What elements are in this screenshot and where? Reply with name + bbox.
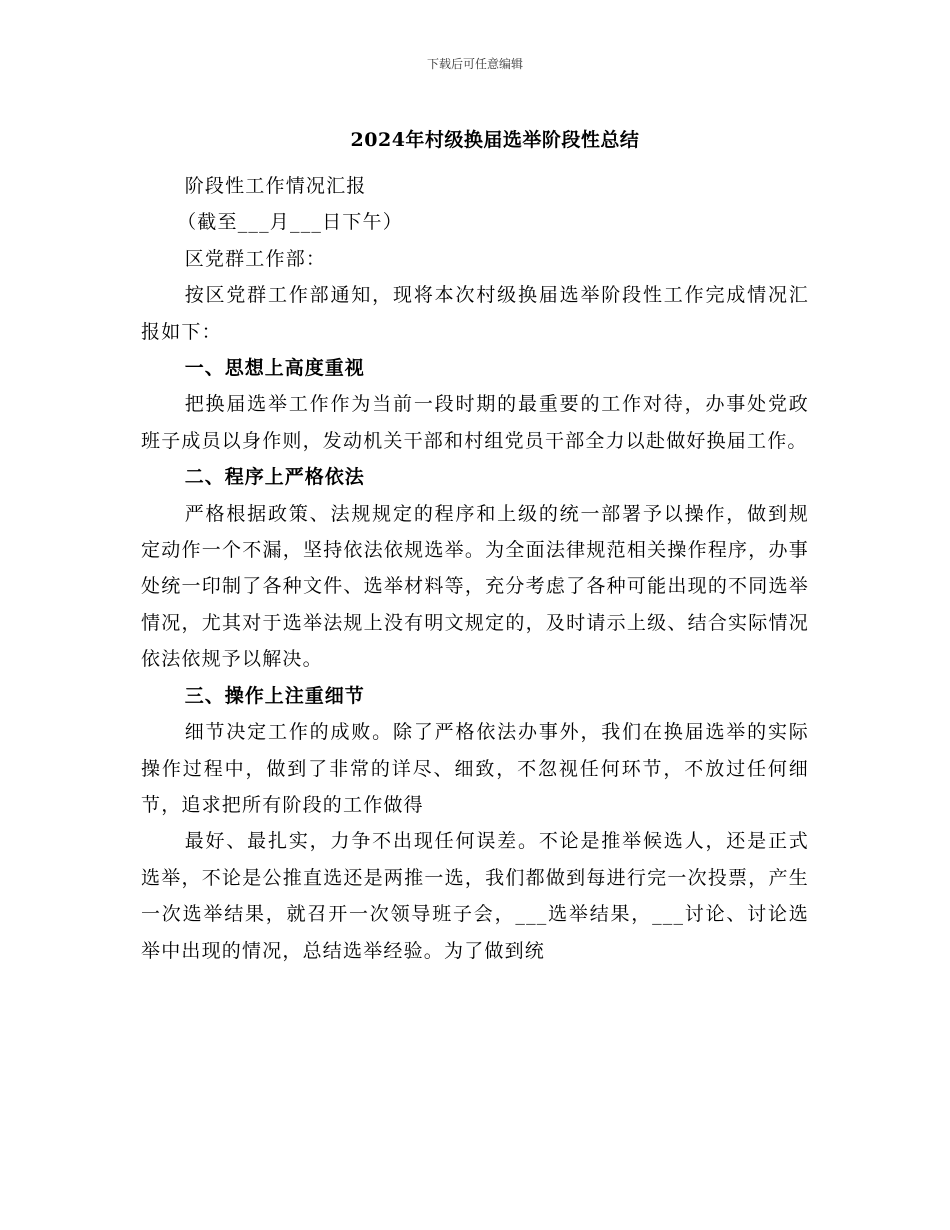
section-heading-2: 二、程序上严格依法 [184,466,365,489]
section-heading-3: 三、操作上注重细节 [184,684,365,707]
addressee-line: 区党群工作部： [184,247,327,270]
header-note: 下载后可任意编辑 [426,57,523,71]
section-3-paragraph-2: 最好、最扎实，力争不出现任何误差。不论是推举候选人，还是正式选举，不论是公推直选还是两推一选，我们都做到每进行完一次投票，产生一次选举结果，就召开一次领导班子会，___选举结果，___讨论、讨论选举中出现的情况，总结选举经验。为了做到统 [141,830,809,962]
date-note-line: （截至___月___日下午） [177,211,403,234]
intro-paragraph: 按区党群工作部通知，现将本次村级换届选举阶段性工作完成情况汇报如下： [141,284,809,343]
section-2-paragraph-1: 严格根据政策、法规规定的程序和上级的统一部署予以操作，做到规定动作一个不漏，坚持依法依规选举。为全面法律规范相关操作程序，办事处统一印制了各种文件、选举材料等，充分考虑了各种可能出现的不同选举情况，尤其对于选举法规上没有明文规定的，及时请示上级、结合实际情况依法依规予以解决。 [141,502,809,671]
section-3-paragraph-1: 细节决定工作的成败。除了严格依法办事外，我们在换届选举的实际操作过程中，做到了非常的详尽、细致，不忽视任何环节，不放过任何细节，追求把所有阶段的工作做得 [141,721,809,816]
document-body [141,168,809,969]
section-heading-1: 一、思想上高度重视 [184,357,365,380]
section-1-paragraph-1: 把换届选举工作作为当前一段时期的最重要的工作对待，办事处党政班子成员以身作则，发动机关干部和村组党员干部全力以赴做好换届工作。 [141,393,809,452]
subtitle-line: 阶段性工作情况汇报 [184,175,367,197]
document-title: 2024年村级换届选举阶段性总结 [350,129,640,151]
